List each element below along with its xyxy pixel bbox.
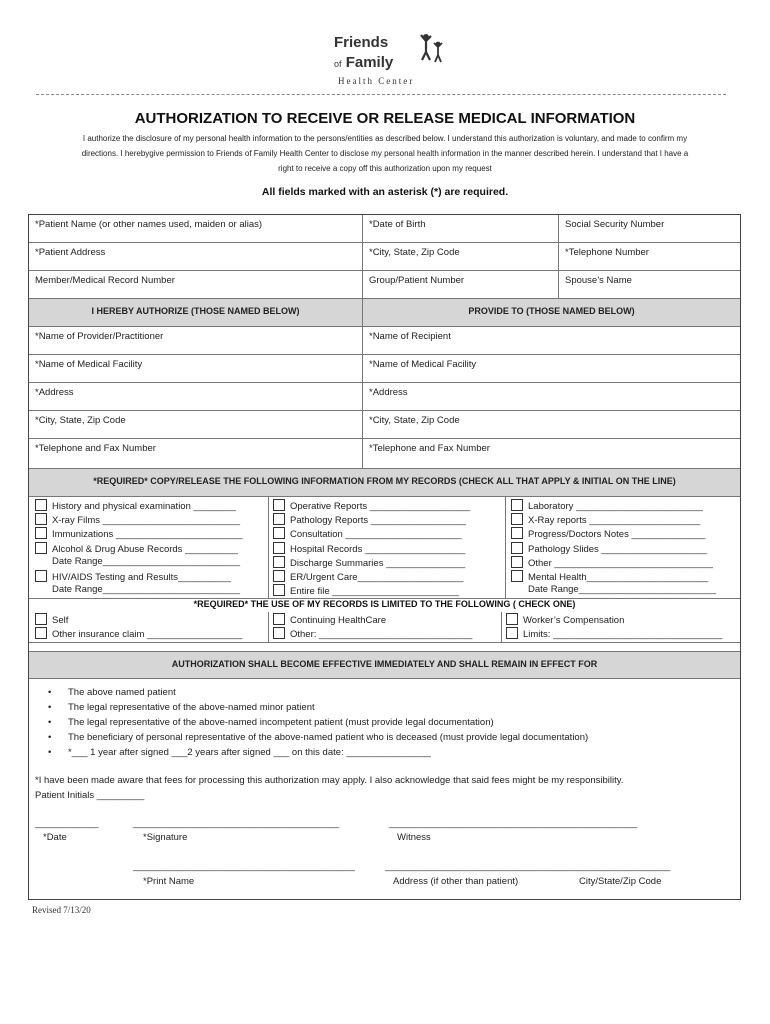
record-option[interactable]	[273, 584, 459, 597]
checkbox[interactable]	[506, 627, 518, 639]
fees-acknowledgement: *I have been made aware that fees for processing this authorization may apply. I also acknowledge that said fees might be my responsibility.	[35, 775, 624, 786]
limit-self-option[interactable]: Self	[35, 613, 68, 626]
checkbox[interactable]	[35, 542, 47, 554]
checkbox[interactable]	[273, 613, 285, 625]
record-option[interactable]	[511, 570, 708, 583]
intro-text: I authorize the disclosure of my personal health information to the persons/entities as described below. I understand this authorization is voluntary, and made to confirm my directions. I herebygive permission to Friends of Family Health Center to disclose my personal health information in the manner described herein. I understand that I have a right to receive a copy off this authorization upon my request	[81, 134, 689, 173]
checkbox[interactable]	[273, 527, 285, 539]
logo-line3: Health Center	[338, 76, 415, 86]
record-option[interactable]	[511, 527, 705, 540]
checkbox[interactable]	[511, 556, 523, 568]
effective-duration-option[interactable]: • *___ 1 year after signed ___2 years after signed ___ on this date: ________________	[48, 747, 431, 758]
record-option-label: Progress/Doctors Notes ______________	[528, 529, 706, 541]
authorize-header-left: I HEREBY AUTHORIZE (THOSE NAMED BELOW)	[29, 299, 363, 326]
records-options	[29, 497, 740, 598]
record-option-label: Other ______________________________	[528, 557, 713, 569]
limit-workers-comp-option[interactable]: Worker’s Compensation	[506, 613, 624, 626]
patient-row-2	[29, 243, 740, 271]
limit-other-insurance-option[interactable]: Other insurance claim __________________	[35, 627, 242, 640]
limited-header	[29, 598, 740, 612]
checkbox[interactable]	[273, 513, 285, 525]
checkbox[interactable]	[35, 613, 47, 625]
limit-continuing-care-option[interactable]: Continuing HealthCare	[273, 613, 386, 626]
date-of-birth-field[interactable]: *Date of Birth	[363, 215, 559, 242]
signature-line[interactable]: _______________________________________	[133, 818, 340, 829]
to-city-state-zip-field[interactable]: *City, State, Zip Code	[369, 415, 460, 426]
authorization-form	[28, 214, 741, 900]
record-option-label: ER/Urgent Care____________________	[290, 572, 464, 583]
record-option-label: History and physical examination ________	[52, 501, 236, 512]
from-city-state-zip-field[interactable]: *City, State, Zip Code	[29, 411, 363, 438]
checkbox[interactable]	[511, 499, 523, 511]
logo-line1: Friends	[334, 34, 389, 51]
checkbox[interactable]	[273, 627, 285, 639]
checkbox[interactable]	[35, 527, 47, 539]
from-facility-field[interactable]: *Name of Medical Facility	[29, 355, 363, 382]
spouse-name-field[interactable]: Spouse’s Name	[565, 275, 632, 286]
provider-name-field[interactable]: *Name of Provider/Practitioner	[29, 327, 363, 354]
checkbox[interactable]	[35, 499, 47, 511]
checkbox[interactable]	[273, 499, 285, 511]
record-option-label: Discharge Summaries _______________	[290, 557, 466, 569]
checkbox[interactable]	[35, 513, 47, 525]
authorize-row	[29, 411, 740, 439]
from-phone-fax-field[interactable]: *Telephone and Fax Number	[29, 439, 363, 468]
patient-row-1	[29, 215, 740, 243]
record-option[interactable]	[511, 584, 716, 595]
records-header-text: *REQUIRED* COPY/RELEASE THE FOLLOWING INFORMATION FROM MY RECORDS (CHECK ALL THAT APPLY & INITIAL ON THE LINE)	[93, 476, 676, 486]
checkbox[interactable]	[273, 542, 285, 554]
record-option[interactable]	[35, 542, 238, 555]
print-name-line[interactable]: __________________________________________	[133, 861, 355, 872]
checkbox[interactable]	[506, 613, 518, 625]
effective-header	[29, 651, 740, 679]
ssn-field[interactable]: Social Security Number	[565, 219, 665, 230]
record-option-label: Pathology Slides ____________________	[528, 543, 708, 555]
record-option[interactable]	[511, 513, 700, 526]
record-option[interactable]	[273, 499, 470, 512]
record-option[interactable]	[273, 542, 465, 555]
effective-header-text: AUTHORIZATION SHALL BECOME EFFECTIVE IMMEDIATELY AND SHALL REMAIN IN EFFECT FOR	[171, 659, 598, 669]
checkbox[interactable]	[511, 527, 523, 539]
checkbox[interactable]	[35, 570, 47, 582]
header-divider	[36, 94, 726, 95]
record-option-label: Date Range__________________________	[52, 555, 241, 567]
patient-city-state-zip-field[interactable]: *City, State, Zip Code	[363, 243, 559, 270]
effective-option[interactable]: • The above named patient	[48, 687, 176, 698]
recipient-name-field[interactable]: *Name of Recipient	[369, 331, 451, 342]
record-option[interactable]	[35, 527, 243, 540]
record-option[interactable]	[35, 584, 240, 595]
record-option[interactable]	[35, 513, 240, 526]
authorize-row	[29, 355, 740, 383]
family-figures-icon	[418, 32, 444, 64]
limited-options	[29, 612, 740, 643]
record-option-label: Hospital Records ___________________	[290, 543, 466, 555]
record-option[interactable]	[35, 570, 231, 583]
required-note: All fields marked with an asterisk (*) are required.	[261, 186, 509, 198]
revised-date: Revised 7/13/20	[32, 905, 91, 915]
logo	[320, 28, 460, 90]
records-header	[29, 469, 740, 497]
to-phone-fax-field[interactable]: *Telephone and Fax Number	[369, 443, 490, 454]
authorize-row	[29, 439, 740, 469]
from-address-field[interactable]: *Address	[29, 383, 363, 410]
effective-option[interactable]: • The legal representative of the above-named incompetent patient (must provide legal documentation)	[48, 717, 494, 728]
effective-option[interactable]: • The beneficiary of personal representative of the above-named patient who is deceased (must provide legal documentation)	[48, 732, 589, 743]
witness-line[interactable]: _______________________________________________	[389, 818, 638, 829]
patient-row-3	[29, 271, 740, 299]
checkbox[interactable]	[273, 570, 285, 582]
address-line[interactable]: ______________________________________________________	[385, 861, 671, 872]
record-option-label: Operative Reports ___________________	[290, 501, 471, 512]
patient-initials-field[interactable]: Patient Initials _________	[35, 790, 145, 801]
checkbox[interactable]	[35, 627, 47, 639]
checkbox[interactable]	[273, 584, 285, 596]
telephone-field[interactable]: *Telephone Number	[565, 247, 649, 258]
record-option-label: Alcohol & Drug Abuse Records __________	[52, 543, 238, 555]
checkbox[interactable]	[511, 542, 523, 554]
group-patient-number-field[interactable]: Group/Patient Number	[363, 271, 559, 298]
signature-label: *Signature	[143, 832, 188, 843]
checkbox[interactable]	[273, 556, 285, 568]
limit-other-option[interactable]: Other: _____________________________	[273, 627, 472, 640]
patient-address-field[interactable]: *Patient Address	[29, 243, 363, 270]
record-option-label: Mental Health_______________________	[528, 572, 709, 583]
record-option-label: Consultation ______________________	[290, 529, 462, 541]
record-option-label: X-ray Films __________________________	[52, 515, 241, 527]
record-option-label: Entire file ________________________	[290, 586, 460, 598]
patient-name-field[interactable]: *Patient Name (or other names used, maiden or alias)	[29, 215, 363, 242]
record-option[interactable]	[273, 513, 466, 526]
record-option-label: Pathology Reports __________________	[290, 515, 466, 527]
witness-label: Witness	[397, 832, 431, 843]
city-state-zip-label: City/State/Zip Code	[579, 876, 662, 887]
record-option[interactable]	[511, 499, 703, 512]
record-option-label: Date Range__________________________	[52, 584, 241, 596]
authorize-row	[29, 383, 740, 411]
date-label: *Date	[43, 832, 67, 843]
record-option[interactable]	[35, 556, 240, 567]
checkbox[interactable]	[511, 513, 523, 525]
limited-header-text: *REQUIRED* THE USE OF MY RECORDS IS LIMITED TO THE FOLLOWING ( CHECK ONE)	[193, 599, 576, 609]
authorize-header-right: PROVIDE TO (THOSE NAMED BELOW)	[468, 306, 635, 316]
date-line[interactable]: ____________	[35, 818, 99, 829]
record-option[interactable]	[273, 527, 462, 540]
record-option[interactable]	[511, 556, 713, 569]
address-label: Address (if other than patient)	[393, 876, 519, 887]
form-title: AUTHORIZATION TO RECEIVE OR RELEASE MEDICAL INFORMATION	[134, 110, 636, 127]
to-facility-field[interactable]: *Name of Medical Facility	[369, 359, 477, 370]
logo-line2: of Family	[334, 54, 394, 71]
record-option-label: Laboratory ________________________	[528, 501, 703, 512]
record-option-label: Immunizations ________________________	[52, 529, 243, 541]
medical-record-number-field[interactable]: Member/Medical Record Number	[29, 271, 363, 298]
authorize-row	[29, 327, 740, 355]
effective-option[interactable]: • The legal representative of the above-named minor patient	[48, 702, 315, 713]
authorize-header	[29, 299, 740, 327]
record-option-label: HIV/AIDS Testing and Results__________	[52, 572, 231, 583]
to-address-field[interactable]: *Address	[369, 387, 408, 398]
record-option[interactable]	[35, 499, 236, 512]
record-option-label: Date Range__________________________	[528, 584, 717, 596]
record-option-label: X-Ray reports _____________________	[528, 515, 701, 527]
print-name-label: *Print Name	[143, 876, 195, 887]
limit-limits-option[interactable]: Limits: ________________________________	[506, 627, 722, 640]
record-option[interactable]	[273, 570, 463, 583]
record-option[interactable]	[511, 542, 707, 555]
checkbox[interactable]	[511, 570, 523, 582]
record-option[interactable]	[273, 556, 465, 569]
